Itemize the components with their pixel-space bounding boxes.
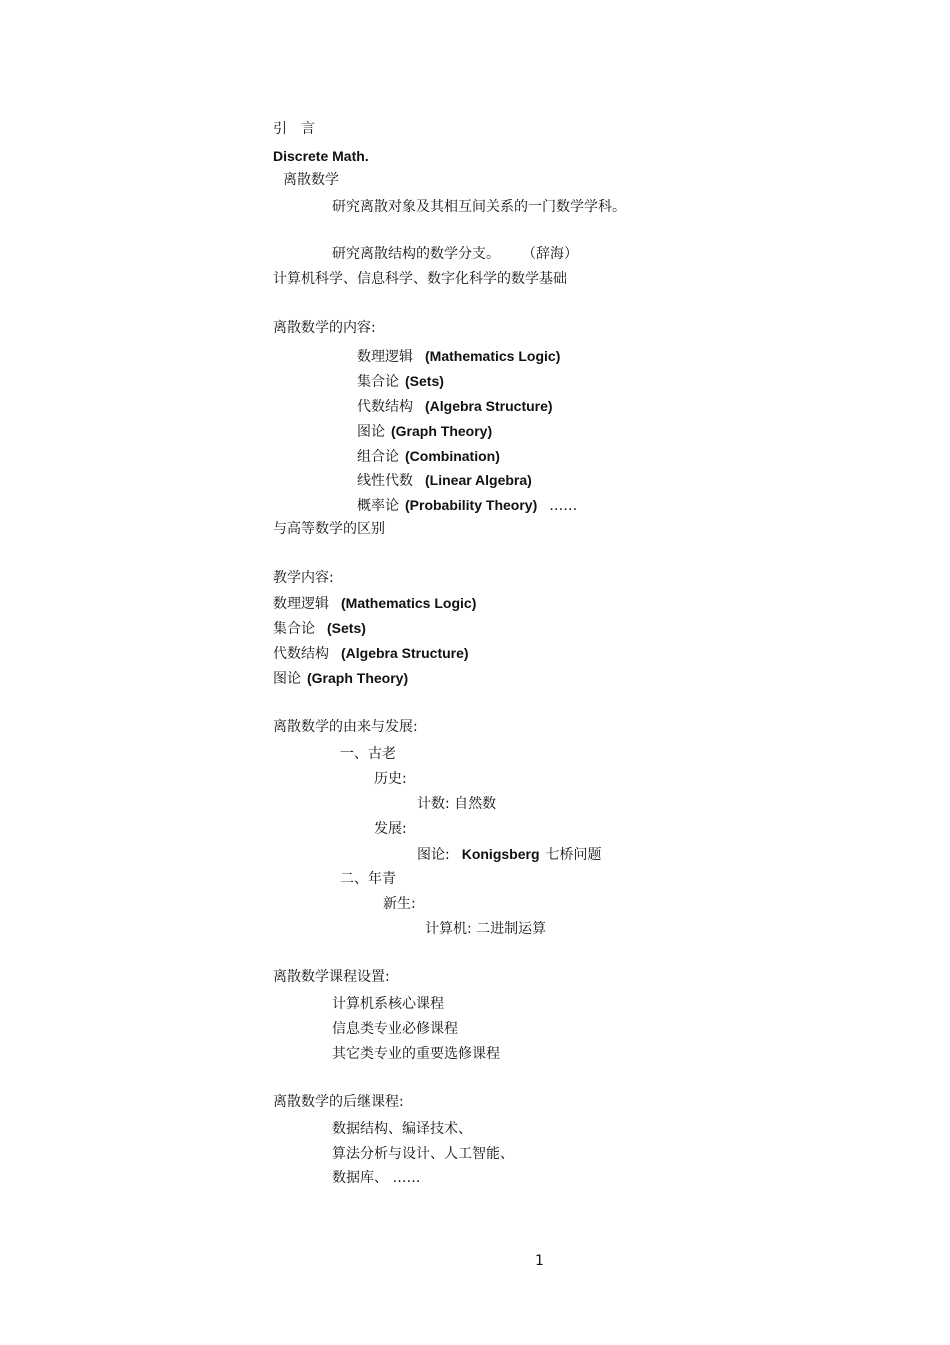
difference-note: 与高等数学的区别 — [273, 521, 385, 537]
origin-development: 发展: — [374, 821, 407, 837]
contents-item-zh: 组合论 — [357, 449, 399, 465]
contents-item — [357, 471, 532, 490]
origin-graph-en: Konigsberg — [461, 846, 540, 862]
teaching-item-zh: 集合论 — [273, 621, 315, 637]
origin-young: 二、年青 — [340, 871, 396, 887]
origin-computer: 计算机: 二进制运算 — [425, 921, 547, 937]
contents-item-en: (Linear Algebra) — [425, 472, 532, 488]
definition-2-source: （辞海） — [522, 246, 578, 262]
origin-newborn: 新生: — [383, 896, 416, 912]
contents-item-en: (Graph Theory) — [391, 423, 493, 439]
contents-item-zh: 图论 — [357, 424, 385, 440]
followup-item: 算法分析与设计、人工智能、 — [332, 1146, 514, 1162]
contents-item — [357, 422, 492, 441]
course-item: 其它类专业的重要选修课程 — [332, 1046, 500, 1062]
origin-ancient: 一、古老 — [340, 746, 396, 762]
followup-item: 数据结构、编译技术、 — [332, 1121, 472, 1137]
title-en: Discrete Math. — [273, 148, 369, 164]
course-heading: 离散数学课程设置: — [273, 969, 390, 985]
contents-item — [357, 347, 560, 366]
teaching-item-zh: 图论 — [273, 671, 301, 687]
contents-item — [357, 372, 444, 391]
contents-item-en: (Sets) — [405, 373, 444, 389]
origin-counting: 计数: 自然数 — [417, 796, 497, 812]
origin-graph-label: 图论: — [417, 847, 450, 863]
contents-item-zh: 代数结构 — [357, 399, 413, 415]
definition-2 — [332, 245, 578, 263]
contents-item-zh: 概率论 — [357, 498, 399, 514]
heading: 引 言 — [273, 121, 315, 137]
teaching-item — [273, 644, 469, 663]
contents-item — [357, 496, 577, 515]
teaching-item-en: (Mathematics Logic) — [341, 595, 477, 611]
followup-heading: 离散数学的后继课程: — [273, 1094, 404, 1110]
contents-item-zh: 线性代数 — [357, 473, 413, 489]
followup-item: 数据库、 …… — [332, 1170, 421, 1186]
teaching-item — [273, 619, 366, 638]
origin-graph-tail: 七桥问题 — [545, 847, 602, 863]
course-item: 信息类专业必修课程 — [332, 1021, 458, 1037]
contents-item-zh: 数理逻辑 — [357, 349, 413, 365]
contents-item-en: (Algebra Structure) — [425, 398, 553, 414]
contents-item-ellipsis: …… — [549, 498, 578, 514]
teaching-item-zh: 数理逻辑 — [273, 596, 329, 612]
course-item: 计算机系核心课程 — [332, 996, 444, 1012]
teaching-item-en: (Algebra Structure) — [341, 645, 469, 661]
page-number: 1 — [535, 1253, 544, 1269]
teaching-heading: 教学内容: — [273, 570, 334, 586]
teaching-item — [273, 594, 476, 613]
teaching-item-zh: 代数结构 — [273, 646, 329, 662]
contents-item-en: (Combination) — [405, 448, 500, 464]
teaching-item-en: (Sets) — [327, 620, 366, 636]
contents-item — [357, 447, 500, 466]
contents-item-en: (Probability Theory) — [405, 497, 538, 513]
contents-item — [357, 397, 553, 416]
title-zh: 离散数学 — [283, 172, 339, 188]
definition-2-text: 研究离散结构的数学分支。 — [332, 246, 500, 262]
teaching-item-en: (Graph Theory) — [307, 670, 409, 686]
origin-history: 历史: — [374, 771, 407, 787]
origin-graph-theory — [417, 845, 602, 864]
contents-heading: 离散数学的内容: — [273, 320, 376, 336]
teaching-item — [273, 669, 408, 688]
contents-item-zh: 集合论 — [357, 374, 399, 390]
contents-item-en: (Mathematics Logic) — [425, 348, 561, 364]
foundation: 计算机科学、信息科学、数字化科学的数学基础 — [273, 271, 567, 287]
definition-1: 研究离散对象及其相互间关系的一门数学学科。 — [332, 199, 626, 215]
origin-heading: 离散数学的由来与发展: — [273, 719, 418, 735]
